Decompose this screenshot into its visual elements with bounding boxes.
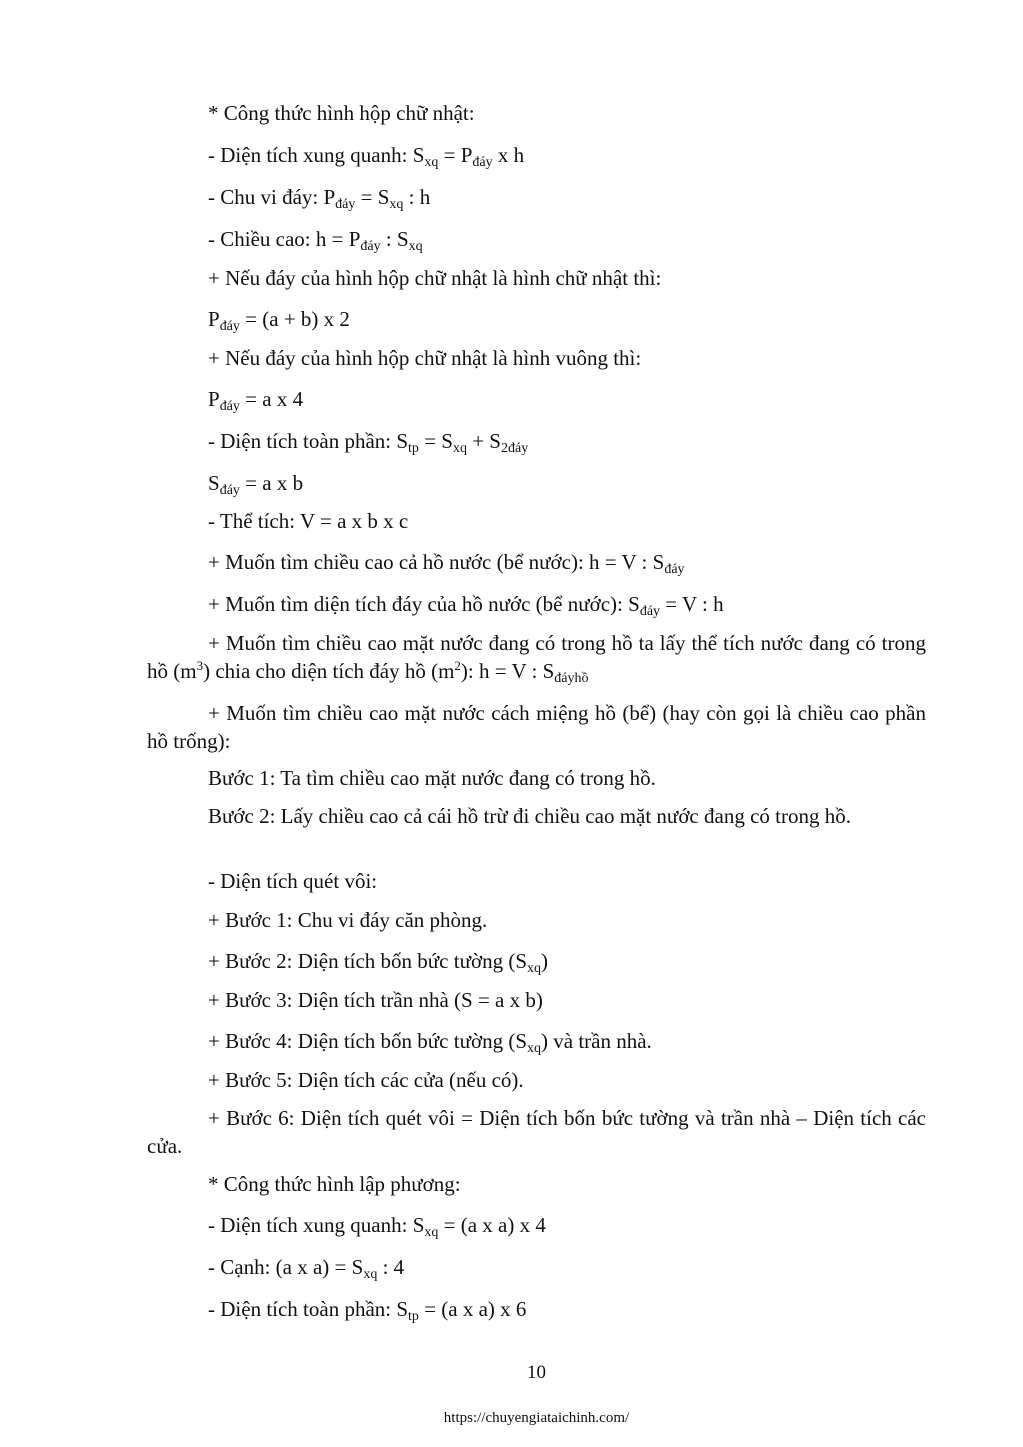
whitewash-step-1: + Bước 1: Chu vi đáy căn phòng. [208, 908, 488, 932]
formula-square-perimeter: $P_{đáy} = a$ x 4 [208, 387, 304, 414]
footer-url: https://chuyengiataichinh.com/ [443, 1410, 630, 1426]
heading-cube: * Công thức hình lập phương: [208, 1172, 461, 1196]
formula-total-area: - Diện tích toàn phần: $S_{tp} = S_{xq} + S_{2đáy}$ [208, 429, 529, 456]
formula-base-area: $S_{đáy} = a$ x b [208, 471, 304, 498]
paragraph-empty-height: + Muốn tìm chiều cao mặt nước cách miệng hồ (bể) (hay còn gọi là chiều cao phần hồ trống): [147, 701, 926, 753]
formula-rectangle-perimeter: $P_{đáy} = (a + b)$ x 2 [208, 307, 350, 334]
formula-height: - Chiều cao: $h = P_{đáy}$ : $S_{xq}$ [208, 227, 423, 254]
note-square-base: + Nếu đáy của hình hộp chữ nhật là hình vuông thì: [208, 346, 642, 370]
formula-volume: - Thể tích: V = a x b x c [208, 509, 409, 533]
page-number: 10 [527, 1362, 546, 1383]
whitewash-step-4: + Bước 4: Diện tích bốn bức tường $(S_{xq})$ và trần nhà. [208, 1029, 652, 1056]
formula-lateral-area: - Diện tích xung quanh: $S_{xq} = P_{đáy}$ x h [208, 143, 525, 170]
formula-tank-base-area: + Muốn tìm diện tích đáy của hồ nước (bể nước): $S_{đáy} = V$ : h [208, 592, 724, 619]
paragraph-water-height: + Muốn tìm chiều cao mặt nước đang có trong hồ ta lấy thể tích nước đang có trong hồ $(m^3)$ chia cho diện tích đáy hồ $(m^2)$: h = V : $S_{đáyhồ}$ [147, 631, 926, 686]
formula-cube-lateral-area: - Diện tích xung quanh: $S_{xq} = (a$ x a) x 4 [208, 1213, 546, 1240]
formula-cube-total-area: - Diện tích toàn phần: $S_{tp} = (a$ x a) x 6 [208, 1297, 527, 1324]
whitewash-step-5: + Bước 5: Diện tích các cửa (nếu có). [208, 1068, 524, 1092]
formula-cube-edge: - Cạnh: (a x $a) = S_{xq}$ : 4 [208, 1255, 405, 1282]
paragraph-step-2: Bước 2: Lấy chiều cao cả cái hồ trừ đi chiều cao mặt nước đang có trong hồ. [208, 804, 851, 828]
whitewash-step-2: + Bước 2: Diện tích bốn bức tường $(S_{xq})$ [208, 949, 548, 976]
heading-rectangular-box: * Công thức hình hộp chữ nhật: [208, 101, 475, 125]
formula-base-perimeter: - Chu vi đáy: $P_{đáy} = S_{xq}$ : h [208, 185, 431, 212]
note-rectangle-base: + Nếu đáy của hình hộp chữ nhật là hình chữ nhật thì: [208, 266, 662, 290]
paragraph-whitewash-step-6: + Bước 6: Diện tích quét vôi = Diện tích bốn bức tường và trần nhà – Diện tích các cửa. [147, 1106, 926, 1158]
formula-tank-height: + Muốn tìm chiều cao cả hồ nước (bể nước): h = V : $S_{đáy}$ [208, 550, 685, 577]
whitewash-step-3: + Bước 3: Diện tích trần nhà (S = a x b) [208, 988, 543, 1012]
heading-whitewash-area: - Diện tích quét vôi: [208, 869, 378, 893]
step-1-water-height: Bước 1: Ta tìm chiều cao mặt nước đang có trong hồ. [208, 766, 656, 790]
